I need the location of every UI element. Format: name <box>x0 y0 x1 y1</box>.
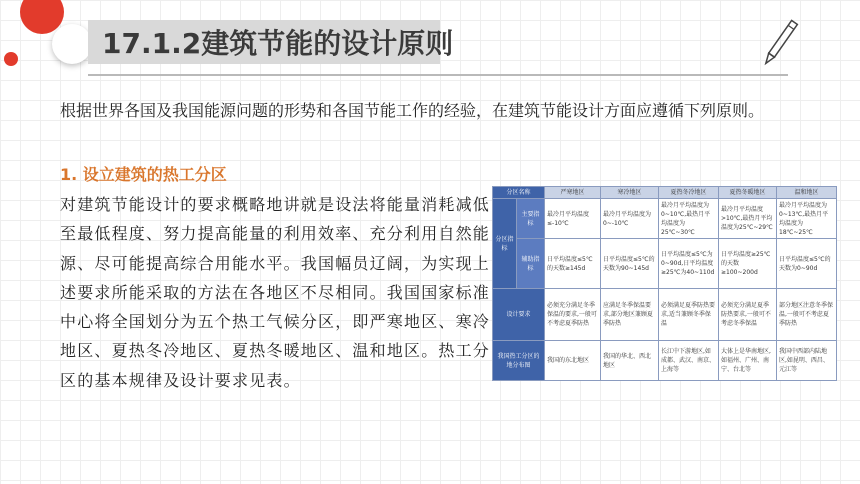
table-cell: 日平均温度≤5℃的天数≥145d <box>545 239 601 289</box>
row-label: 我国热工分区的地分布图 <box>493 341 545 381</box>
title-divider <box>88 74 788 76</box>
body-paragraph: 对建筑节能设计的要求概略地讲就是设法将能量消耗减低至最低程度、努力提高能量的利用效率、充分利用自然能源、尽可能提高综合用能水平。我国幅员辽阔，为实现上述要求所能采取的方法在各地区不尽相同。我国国家标准中心将全国划分为五个热工气候分区，即严寒地区、寒冷地区、夏热冬冷地区、夏热冬暖地区、温和地区。热工分区的基本规律及设计要求见表。 <box>60 195 491 390</box>
table-cell: 必须充分满足冬季保温的要求,一般可不考虑夏季防热 <box>545 289 601 341</box>
table-header-cell: 夏热冬冷地区 <box>659 187 719 199</box>
row-label: 辅助指标 <box>517 239 545 289</box>
table-cell: 我国中西部内陆地区,如昆明、西昌、元江等 <box>777 341 837 381</box>
climate-zone-table <box>492 186 837 381</box>
table-cell: 大体上是华南地区,如福州、广州、南宁、台北等 <box>719 341 777 381</box>
table-cell: 长江中下游地区,如成都、武汉、南京、上海等 <box>659 341 719 381</box>
table-cell: 部分地区注意冬季保温,一般可不考虑夏季防热 <box>777 289 837 341</box>
table-row <box>493 289 837 341</box>
table-cell: 最冷月平均温度为0~-10℃ <box>601 199 659 239</box>
row-group-label: 分区指标 <box>493 199 517 289</box>
intro-paragraph: 根据世界各国及我国能源问题的形势和各国节能工作的经验，在建筑节能设计方面应遵循下列原则。 <box>60 101 765 120</box>
pencil-icon <box>760 14 800 74</box>
table-cell: 最冷月平均温度>10℃,最热月平均温度为25℃~29℃ <box>719 199 777 239</box>
decor-circle-small-red <box>4 52 18 66</box>
table-cell: 最冷月平均温度≤-10℃ <box>545 199 601 239</box>
table-cell: 日平均温度≤5℃为0~90d,日平均温度≥25℃为40~110d <box>659 239 719 289</box>
table-header-cell: 夏热冬暖地区 <box>719 187 777 199</box>
table-cell: 日平均温度≤5℃的天数为90~145d <box>601 239 659 289</box>
table-cell: 我国的华北、西北地区 <box>601 341 659 381</box>
table-row <box>493 341 837 381</box>
row-label: 设计要求 <box>493 289 545 341</box>
row-label: 主要指标 <box>517 199 545 239</box>
page-title: 17.1.2建筑节能的设计原则 <box>102 27 454 60</box>
section-heading: 1. 设立建筑的热工分区 <box>60 165 227 184</box>
table-header-cell: 寒冷地区 <box>601 187 659 199</box>
table-cell: 最冷月平均温度为0~13℃,最热月平均温度为18℃~25℃ <box>777 199 837 239</box>
table-cell: 必须充分满足夏季防热要求,一般可不考虑冬季保温 <box>719 289 777 341</box>
table-cell: 我国的东北地区 <box>545 341 601 381</box>
table-cell: 日平均温度≤5℃的天数为0~90d <box>777 239 837 289</box>
table-row <box>493 199 837 239</box>
table-cell: 必须满足夏季防热要求,适当兼顾冬季保温 <box>659 289 719 341</box>
table-header-cell: 严寒地区 <box>545 187 601 199</box>
table-header-cell: 温和地区 <box>777 187 837 199</box>
table-cell: 日平均温度≥25℃的天数≥100~200d <box>719 239 777 289</box>
table-row <box>493 239 837 289</box>
table-header-row <box>493 187 837 199</box>
table-cell: 应满足冬季保温要求,部分地区兼顾夏季防热 <box>601 289 659 341</box>
table-cell: 最冷月平均温度为0~10℃,最热月平均温度为25℃~30℃ <box>659 199 719 239</box>
decor-circle-white <box>52 24 92 64</box>
table-header-cell: 分区名称 <box>493 187 545 199</box>
